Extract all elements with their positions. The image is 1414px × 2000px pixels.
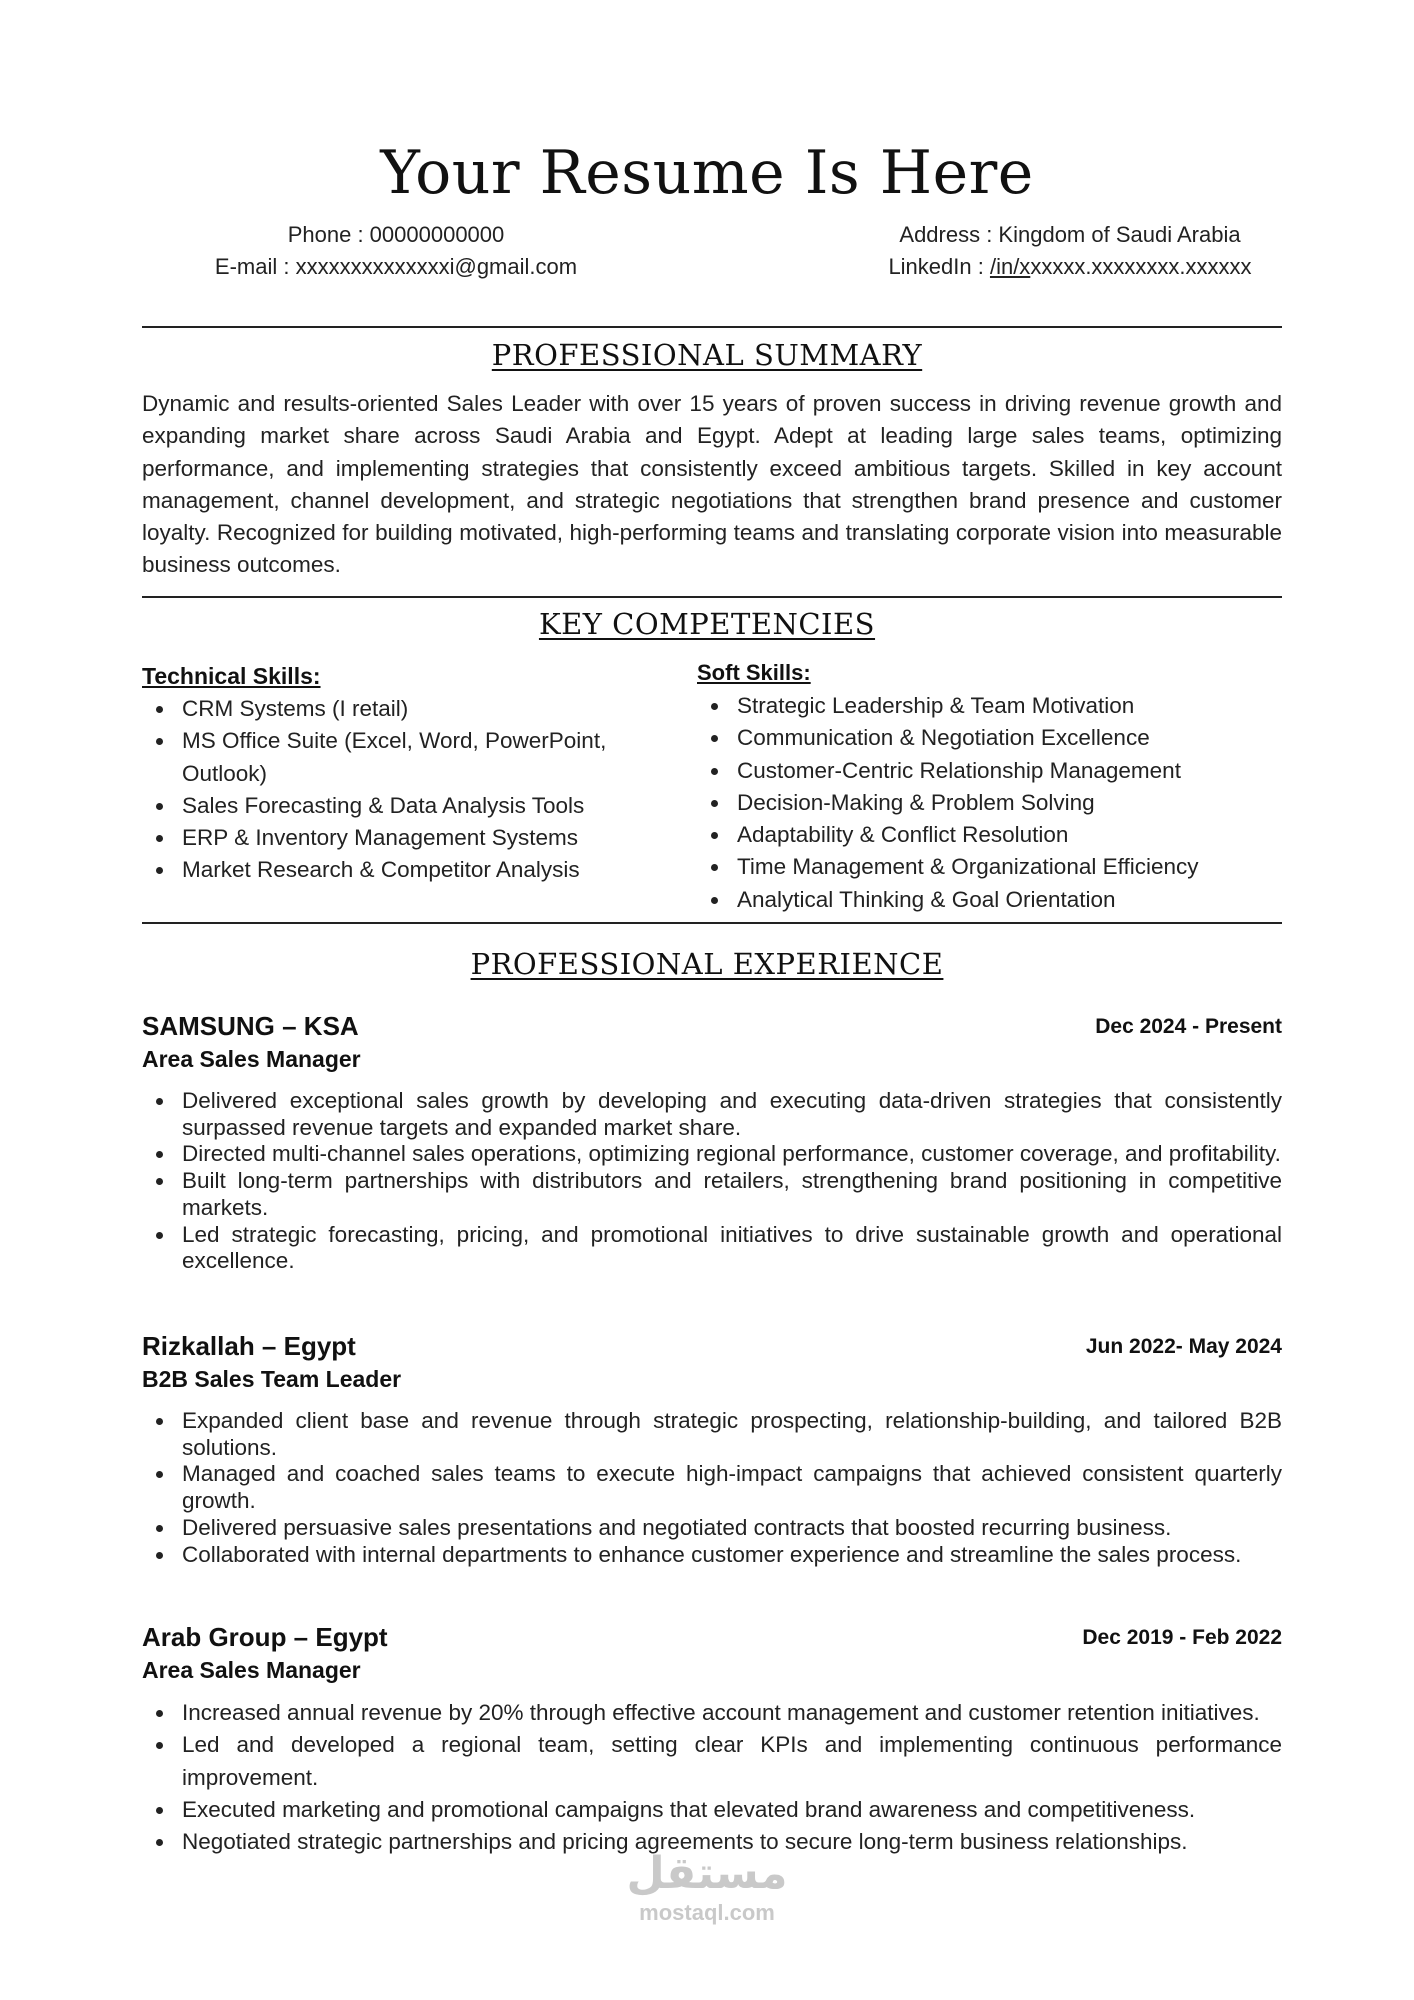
contact-phone: Phone : 00000000000	[287, 222, 505, 247]
job-dates: Dec 2019 - Feb 2022	[1082, 1626, 1282, 1649]
list-item: Analytical Thinking & Goal Orientation	[697, 884, 1282, 916]
list-item: Negotiated strategic partnerships and pricing agreements to secure long-term business relationships.	[142, 1826, 1282, 1858]
job-role: B2B Sales Team Leader	[142, 1366, 402, 1392]
divider	[142, 922, 1282, 924]
job-company: Rizkallah – Egypt	[142, 1331, 356, 1361]
job-entry	[142, 1011, 1282, 1311]
list-item: Communication & Negotiation Excellence	[697, 722, 1282, 754]
list-item: Sales Forecasting & Data Analysis Tools	[142, 790, 642, 822]
job-role: Area Sales Manager	[142, 1657, 361, 1683]
job-bullets	[142, 1697, 1282, 1858]
list-item: Executed marketing and promotional campaigns that elevated brand awareness and competitiveness.	[142, 1794, 1282, 1826]
list-item: Customer-Centric Relationship Management	[697, 755, 1282, 787]
list-item: Managed and coached sales teams to execute high-impact campaigns that achieved consistent quarterly growth.	[142, 1461, 1282, 1514]
list-item: Strategic Leadership & Team Motivation	[697, 690, 1282, 722]
job-role: Area Sales Manager	[142, 1046, 361, 1072]
watermark	[612, 1850, 802, 1926]
linkedin-label: LinkedIn :	[888, 254, 990, 279]
list-item: Market Research & Competitor Analysis	[142, 854, 642, 886]
contact-linkedin	[790, 254, 1350, 280]
experience-title: PROFESSIONAL EXPERIENCE	[470, 947, 944, 981]
job-bullets	[142, 1088, 1282, 1275]
list-item: Led and developed a regional team, setting clear KPIs and implementing continuous performance improvement.	[142, 1729, 1282, 1794]
job-dates: Jun 2022- May 2024	[1085, 1335, 1282, 1358]
list-item: Decision-Making & Problem Solving	[697, 787, 1282, 819]
list-item: Collaborated with internal departments to enhance customer experience and streamline the sales process.	[142, 1542, 1282, 1569]
list-item: CRM Systems (I retail)	[142, 693, 642, 725]
job-company: SAMSUNG – KSA	[142, 1011, 359, 1041]
list-item: Led strategic forecasting, pricing, and promotional initiatives to drive sustainable growth and operational excellence.	[142, 1222, 1282, 1275]
list-item: Time Management & Organizational Efficiency	[697, 851, 1282, 883]
list-item: Expanded client base and revenue through strategic prospecting, relationship-building, and tailored B2B solutions.	[142, 1408, 1282, 1461]
technical-skills-list	[142, 693, 642, 887]
contact-address: Address : Kingdom of Saudi Arabia	[899, 222, 1241, 247]
job-bullets	[142, 1408, 1282, 1568]
list-item: Built long-term partnerships with distributors and retailers, strengthening brand positioning in competitive markets.	[142, 1168, 1282, 1221]
divider	[142, 326, 1282, 328]
soft-skills-list	[697, 690, 1282, 916]
soft-skills-title: Soft Skills:	[697, 660, 811, 685]
technical-skills-title: Technical Skills:	[142, 663, 321, 689]
list-item: ERP & Inventory Management Systems	[142, 822, 642, 854]
list-item: Directed multi-channel sales operations, optimizing regional performance, customer coverage, and profitability.	[142, 1141, 1282, 1168]
list-item: Increased annual revenue by 20% through effective account management and customer retention initiatives.	[142, 1697, 1282, 1729]
watermark-logo: مستقل	[626, 1848, 788, 1899]
list-item: Adaptability & Conflict Resolution	[697, 819, 1282, 851]
contact-email: E-mail : xxxxxxxxxxxxxxi@gmail.com	[214, 254, 578, 279]
job-entry	[142, 1331, 1282, 1621]
candidate-name: Your Resume Is Here	[380, 138, 1034, 208]
summary-title: PROFESSIONAL SUMMARY	[491, 338, 923, 372]
job-company: Arab Group – Egypt	[142, 1622, 388, 1652]
list-item: Delivered exceptional sales growth by developing and executing data-driven strategies that consistently surpassed revenue targets and expanded market share.	[142, 1088, 1282, 1141]
job-dates: Dec 2024 - Present	[1095, 1015, 1282, 1038]
linkedin-link[interactable]: /in/x	[989, 254, 1031, 279]
competencies-title: KEY COMPETENCIES	[538, 607, 876, 641]
list-item: MS Office Suite (Excel, Word, PowerPoint, Outlook)	[142, 725, 642, 790]
list-item: Delivered persuasive sales presentations and negotiated contracts that boosted recurring business.	[142, 1515, 1282, 1542]
summary-text: Dynamic and results-oriented Sales Leader with over 15 years of proven success in driving revenue growth and expanding market share across Saudi Arabia and Egypt. Adept at leading large sales teams, optimizing performance, and implementing strategies that consistently exceed ambitious targets. Skilled in key account management, channel development, and strategic negotiations that strengthen brand presence and customer loyalty. Recognized for building motivated, high-performing teams and translating corporate vision into measurable business outcomes.	[142, 391, 1282, 578]
divider	[142, 596, 1282, 598]
watermark-url: mostaql.com	[639, 1900, 775, 1925]
linkedin-handle: xxxxx.xxxxxxxx.xxxxxx	[1030, 254, 1252, 279]
